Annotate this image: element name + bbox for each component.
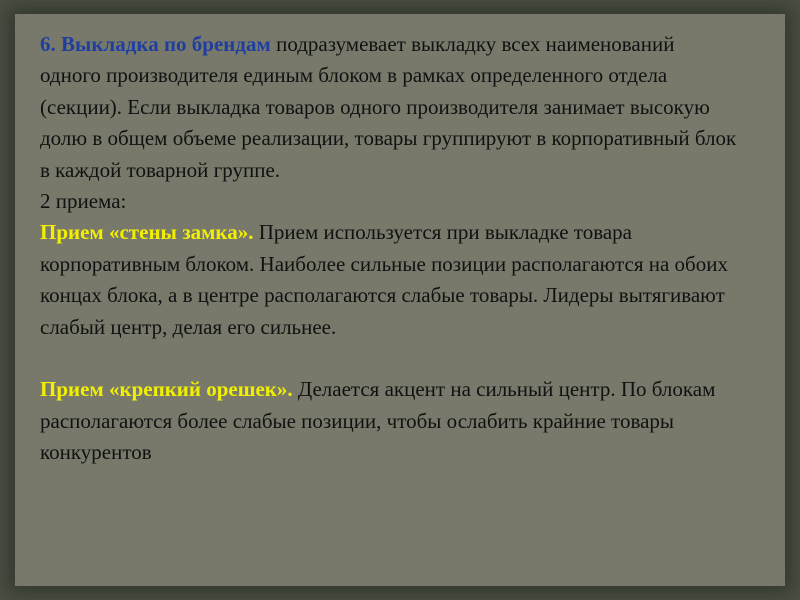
tough-nut-text: Делается акцент на сильный центр. По блокам располагаются более слабые позиции, чтобы ослабить крайние товары конкурентов bbox=[40, 377, 716, 465]
paragraph-brand-display bbox=[40, 29, 740, 186]
paragraph-castle-walls bbox=[40, 217, 740, 343]
brand-display-text: подразумевает выкладку всех наименований одного производителя единым блоком в рамках определенного отдела (секции). Если выкладка товаров одного производителя занимает высокую долю в общем объеме реализации, товары группируют в корпоративный блок в каждой товарной группе. bbox=[40, 32, 737, 182]
paragraph-spacer bbox=[40, 343, 740, 374]
brand-display-heading: 6. Выкладка по брендам bbox=[40, 32, 271, 56]
castle-walls-text: Прием используется при выкладке товара корпоративным блоком. Наиболее сильные позиции располагаются на обоих концах блока, а в центре располагаются слабые товары. Лидеры вытягивают слабый центр, делая его сильнее. bbox=[40, 220, 728, 339]
slide-text bbox=[40, 29, 740, 469]
techniques-count: 2 приема: bbox=[40, 189, 127, 214]
paragraph-tough-nut bbox=[40, 374, 740, 468]
castle-walls-heading: Прием «стены замка». bbox=[40, 220, 254, 245]
tough-nut-heading: Прием «крепкий орешек». bbox=[40, 377, 293, 402]
